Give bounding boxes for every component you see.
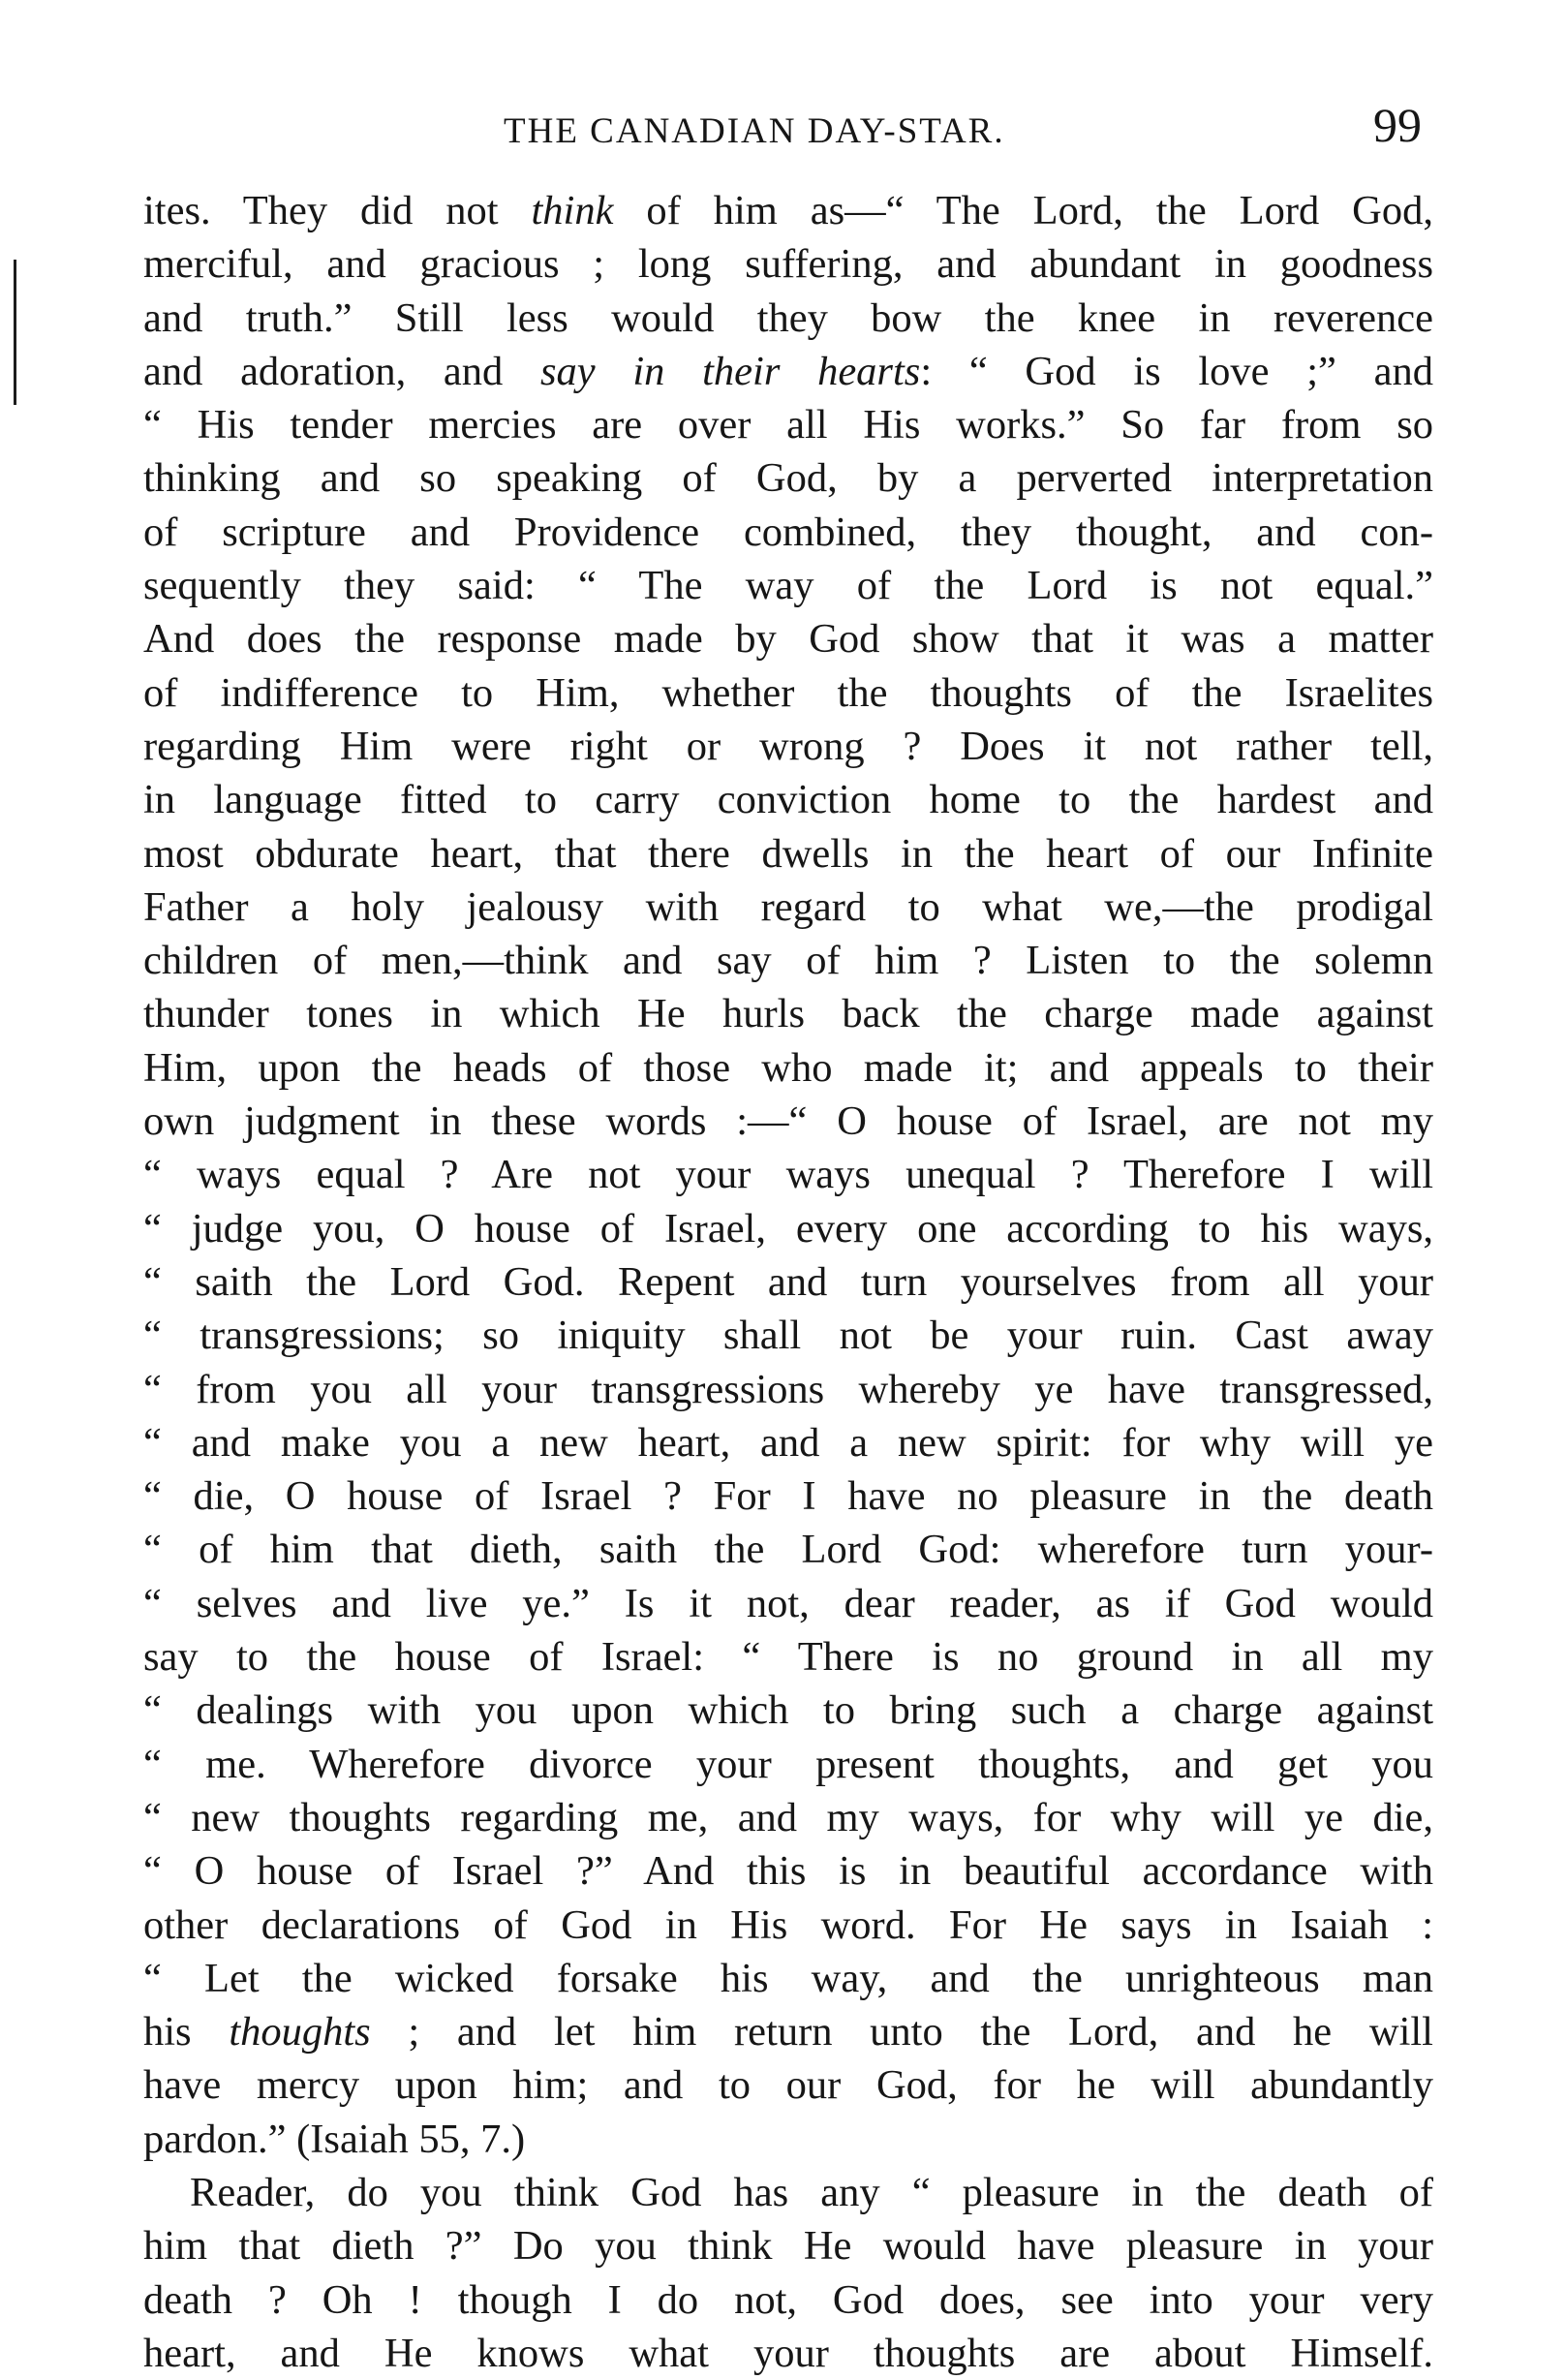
text-line: him that dieth ?” Do you think He would have pleasure in your [143, 2223, 1433, 2270]
text-line: Father a holy jealousy with regard to what we,—the prodigal [143, 883, 1433, 930]
text-line: “ me. Wherefore divorce your present thoughts, and get you [143, 1741, 1433, 1787]
text-line: in language fitted to carry conviction home to the hardest and [143, 777, 1433, 823]
margin-mark [14, 260, 16, 405]
text-line: “ O house of Israel ?” And this is in beautiful accordance with [143, 1848, 1433, 1895]
text-line: Reader, do you think God has any “ pleasure in the death of [190, 2169, 1433, 2215]
text-line: “ judge you, O house of Israel, every one according to his ways, [143, 1205, 1433, 1252]
text-line: sequently they said: “ The way of the Lord is not equal.” [143, 563, 1433, 609]
text-line: “ ways equal ? Are not your ways unequal ? Therefore I will [143, 1152, 1433, 1198]
text-line: other declarations of God in His word. For He says in Isaiah : [143, 1901, 1433, 1948]
text-line: have mercy upon him; and to our God, for he will abundantly [143, 2062, 1433, 2109]
text-line: pardon.” (Isaiah 55, 7.) [143, 2116, 526, 2162]
text-line: and adoration, and say in their hearts: “ God is love ;” and [143, 348, 1433, 394]
text-line: of scripture and Providence combined, they thought, and con- [143, 509, 1433, 555]
text-line: thunder tones in which He hurls back the charge made against [143, 991, 1433, 1037]
text-line: Him, upon the heads of those who made it; and appeals to their [143, 1044, 1433, 1091]
text-line: “ transgressions; so iniquity shall not be your ruin. Cast away [143, 1313, 1433, 1359]
text-line: death ? Oh ! though I do not, God does, see into your very [143, 2276, 1433, 2323]
text-line: and truth.” Still less would they bow the knee in reverence [143, 294, 1433, 341]
text-line: ites. They did not think of him as—“ The Lord, the Lord God, [143, 188, 1433, 233]
text-line: regarding Him were right or wrong ? Does it not rather tell, [143, 723, 1433, 769]
text-line: own judgment in these words :—“ O house of Israel, are not my [143, 1098, 1433, 1145]
text-line: of indifference to Him, whether the thoughts of the Israelites [143, 669, 1433, 716]
text-line: say to the house of Israel: “ There is no ground in all my [143, 1634, 1433, 1681]
text-line: “ die, O house of Israel ? For I have no pleasure in the death [143, 1473, 1433, 1520]
text-line: “ saith the Lord God. Repent and turn yourselves from all your [143, 1258, 1433, 1305]
text-line: “ selves and live ye.” Is it not, dear reader, as if God would [143, 1580, 1433, 1626]
body-text [143, 184, 1433, 2380]
text-line: his thoughts ; and let him return unto the Lord, and he will [143, 2009, 1433, 2055]
text-line: heart, and He knows what your thoughts are about Himself. [143, 2330, 1433, 2376]
text-line: “ of him that dieth, saith the Lord God: wherefore turn your- [143, 1527, 1433, 1573]
text-line: “ from you all your transgressions whereby ye have transgressed, [143, 1366, 1433, 1412]
text-line: And does the response made by God show that it was a matter [143, 616, 1433, 663]
text-line: “ and make you a new heart, and a new spirit: for why will ye [143, 1419, 1433, 1466]
text-line: “ dealings with you upon which to bring such a charge against [143, 1687, 1433, 1734]
text-line: “ new thoughts regarding me, and my ways, for why will ye die, [143, 1794, 1433, 1840]
text-line: most obdurate heart, that there dwells in the heart of our Infinite [143, 830, 1433, 877]
running-title: THE CANADIAN DAY-STAR. [504, 111, 1005, 151]
text-line: merciful, and gracious ; long suffering, and abundant in goodness [143, 241, 1433, 288]
page-number: 99 [1373, 98, 1422, 152]
running-head [0, 97, 1565, 165]
text-line: “ Let the wicked forsake his way, and the unrighteous man [143, 1955, 1433, 2001]
text-line: thinking and so speaking of God, by a perverted interpretation [143, 455, 1433, 502]
text-line: “ His tender mercies are over all His works.” So far from so [143, 402, 1433, 448]
text-line: children of men,—think and say of him ? Listen to the solemn [143, 938, 1433, 984]
